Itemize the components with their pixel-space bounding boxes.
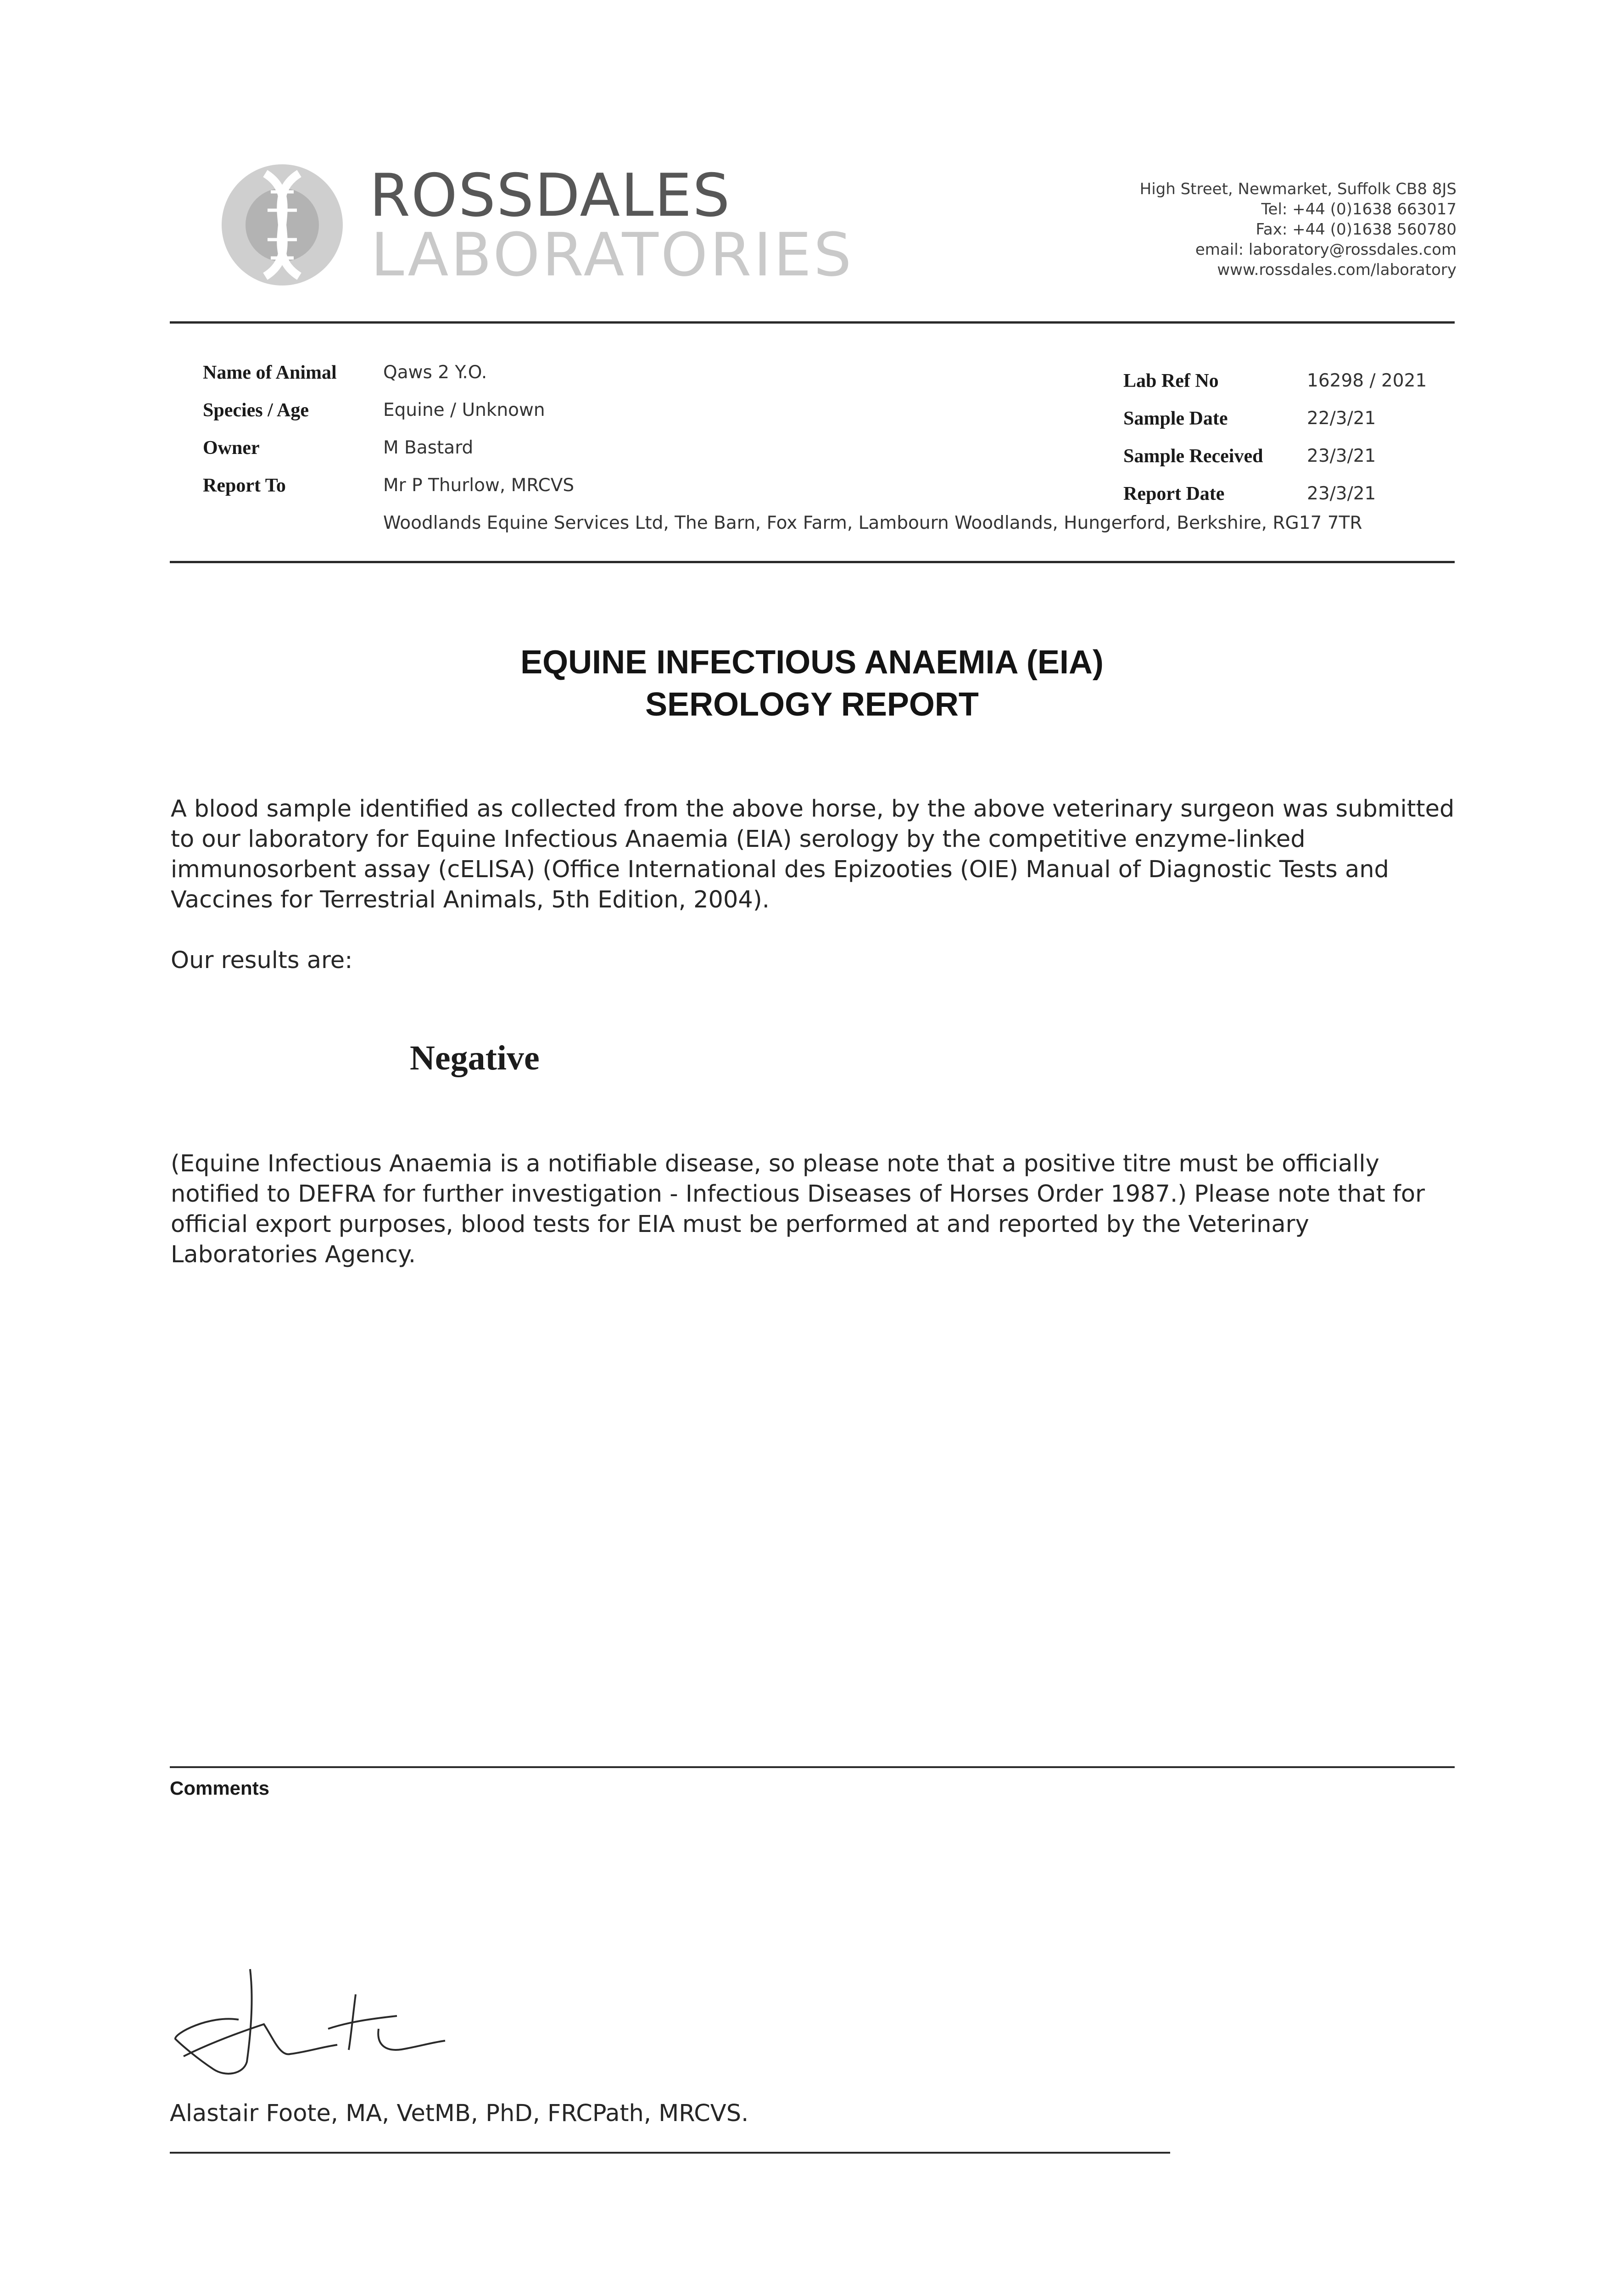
results-lead-text: Our results are: bbox=[171, 947, 353, 974]
notifiable-disease-note: (Equine Infectious Anaemia is a notifiable disease, so please note that a positive titre must be officially notified to DEFRA for further investigation - Infectious Diseases of Horses Order 1987.) Please note that for official export purposes, blood tests for EIA must be performed at and reported by the Veterinary Laboratories Agency. bbox=[171, 1150, 1425, 1268]
species-age-label: Species / Age bbox=[203, 400, 309, 421]
report-date-label: Report Date bbox=[1123, 483, 1225, 504]
sample-received-value: 23/3/21 bbox=[1307, 446, 1376, 466]
signatory-name: Alastair Foote, MA, VetMB, PhD, FRCPath, MRCVS. bbox=[170, 2100, 749, 2127]
header-divider bbox=[170, 321, 1455, 324]
details-divider bbox=[170, 561, 1455, 563]
report-subtitle: SEROLOGY REPORT bbox=[645, 686, 979, 723]
rossdales-dna-logo-icon bbox=[220, 156, 344, 294]
report-to-address: Woodlands Equine Services Ltd, The Barn, Fox Farm, Lambourn Woodlands, Hungerford, Berkshire, RG17 7TR bbox=[383, 513, 1362, 533]
brand-subtitle: LABORATORIES bbox=[371, 220, 854, 290]
address-street: High Street, Newmarket, Suffolk CB8 8JS bbox=[1139, 180, 1457, 198]
comments-divider bbox=[170, 1766, 1455, 1768]
owner-value: M Bastard bbox=[383, 437, 474, 458]
lab-ref-label: Lab Ref No bbox=[1123, 370, 1219, 392]
lab-ref-value: 16298 / 2021 bbox=[1307, 370, 1427, 391]
comments-label: Comments bbox=[170, 1777, 270, 1799]
lab-contact-address bbox=[1140, 179, 1457, 280]
footer-divider bbox=[170, 2152, 1170, 2154]
report-to-value: Mr P Thurlow, MRCVS bbox=[383, 475, 575, 496]
report-title: EQUINE INFECTIOUS ANAEMIA (EIA) bbox=[520, 644, 1104, 681]
sample-date-value: 22/3/21 bbox=[1307, 408, 1376, 429]
address-email: email: laboratory@rossdales.com bbox=[1195, 241, 1457, 259]
report-to-label: Report To bbox=[203, 475, 286, 496]
sample-date-label: Sample Date bbox=[1123, 408, 1228, 429]
test-result: Negative bbox=[410, 1039, 540, 1077]
address-tel: Tel: +44 (0)1638 663017 bbox=[1261, 200, 1457, 218]
report-intro-paragraph: A blood sample identified as collected from the above horse, by the above veterinary surgeon was submitted to our laboratory for Equine Infectious Anaemia (EIA) serology by the competitive enzyme-linked immunosorbent assay (cELISA) (Office International des Epizooties (OIE) Manual of Diagnostic Tests and Vaccines for Terrestrial Animals, 5th Edition, 2004). bbox=[171, 795, 1455, 913]
name-of-animal-value: Qaws 2 Y.O. bbox=[383, 362, 487, 383]
species-age-value: Equine / Unknown bbox=[383, 400, 545, 420]
address-website: www.rossdales.com/laboratory bbox=[1217, 261, 1457, 279]
brand-name: ROSSDALES bbox=[369, 162, 731, 230]
owner-label: Owner bbox=[203, 437, 260, 459]
sample-received-label: Sample Received bbox=[1123, 446, 1263, 467]
name-of-animal-label: Name of Animal bbox=[203, 362, 337, 383]
address-fax: Fax: +44 (0)1638 560780 bbox=[1256, 220, 1457, 239]
handwritten-signature bbox=[170, 1960, 509, 2088]
report-date-value: 23/3/21 bbox=[1307, 483, 1376, 504]
